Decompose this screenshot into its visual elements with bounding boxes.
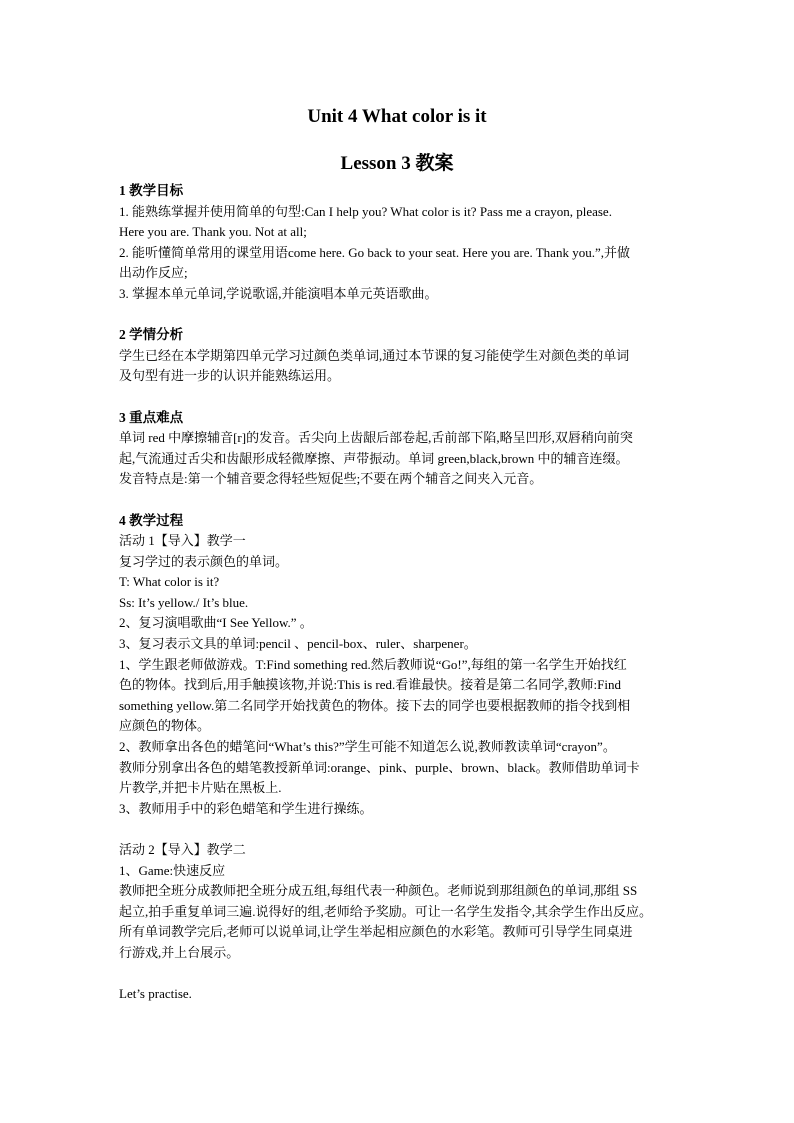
section-heading: 1 教学目标 — [119, 183, 184, 198]
section — [119, 511, 679, 1005]
paragraph-line: 1. 能熟练掌握并使用简单的句型:Can I help you? What color is it? Pass me a crayon, please. — [119, 203, 612, 219]
paragraph-line: Ss: It’s yellow./ It’s blue. — [119, 594, 249, 610]
paragraph-line — [119, 964, 679, 985]
section — [119, 325, 679, 387]
document-title: Unit 4 What color is it — [307, 106, 487, 127]
document-body — [119, 181, 679, 1005]
paragraph-line: 出动作反应; — [119, 265, 188, 281]
section-gap — [119, 490, 679, 511]
paragraph-line: 2、复习演唱歌曲“I See Yellow.” 。 — [119, 615, 313, 631]
paragraph-line: Let’s practise. — [119, 986, 192, 1002]
paragraph-line: 复习学过的表示颜色的单词。 — [119, 553, 289, 569]
paragraph-line: 3、复习表示文具的单词:pencil 、pencil-box、ruler、sharpener。 — [119, 636, 477, 652]
section-gap — [119, 305, 679, 326]
paragraph-line: 起,气流通过舌尖和齿龈形成轻微摩擦、声带振动。单词 green,black,brown 中的辅音连缀。 — [119, 450, 629, 466]
section-heading: 2 学情分析 — [119, 327, 184, 343]
paragraph-line: T: What color is it? — [119, 574, 220, 590]
section — [119, 408, 679, 490]
paragraph-line: 应颜色的物体。 — [119, 718, 211, 734]
paragraph-line: 3. 掌握本单元单词,学说歌谣,并能演唱本单元英语歌曲。 — [119, 285, 438, 301]
paragraph-line: 及句型有进一步的认识并能熟练运用。 — [119, 368, 341, 384]
paragraph-line: 1、Game:快速反应 — [119, 862, 226, 878]
paragraph-line: 片教学,并把卡片贴在黑板上. — [119, 780, 282, 796]
section-heading: 3 重点难点 — [119, 409, 184, 425]
paragraph-line: 1、学生跟老师做游戏。T:Find something red.然后教师说“Go!”,每组的第一名学生开始找红 — [119, 656, 627, 672]
paragraph-line: 3、教师用手中的彩色蜡笔和学生进行操练。 — [119, 800, 373, 816]
paragraph-line: 2、教师拿出各色的蜡笔问“What’s this?”学生可能不知道怎么说,教师教读单词“crayon”。 — [119, 739, 616, 755]
paragraph-line: 活动 2【导入】教学二 — [119, 842, 246, 857]
section-gap — [119, 387, 679, 408]
paragraph-line — [119, 819, 679, 840]
paragraph-line: 单词 red 中摩擦辅音[r]的发音。舌尖向上齿龈后部卷起,舌前部下陷,略呈凹形,双唇稍向前突 — [119, 430, 633, 446]
paragraph-line: 活动 1【导入】教学一 — [119, 533, 246, 549]
paragraph-line: something yellow.第二名同学开始找黄色的物体。接下去的同学也要根据教师的指令找到相 — [119, 697, 631, 713]
section — [119, 181, 679, 305]
paragraph-line: 教师分别拿出各色的蜡笔教授新单词:orange、pink、purple、brown、black。教师借助单词卡 — [119, 759, 640, 775]
paragraph-line: Here you are. Thank you. Not at all; — [119, 224, 307, 240]
paragraph-line: 教师把全班分成教师把全班分成五组,每组代表一种颜色。老师说到那组颜色的单词,那组 SS — [119, 883, 638, 899]
paragraph-line: 起立,拍手重复单词三遍.说得好的组,老师给予奖励。可让一名学生发指令,其余学生作出反应。 — [119, 903, 653, 919]
paragraph-line: 所有单词教学完后,老师可以说单词,让学生举起相应颜色的水彩笔。教师可引导学生同桌进 — [119, 924, 633, 940]
paragraph-line: 发音特点是:第一个辅音要念得轻些短促些;不要在两个辅音之间夹入元音。 — [119, 471, 543, 487]
document-subtitle: Lesson 3 教案 — [340, 153, 454, 174]
section-heading: 4 教学过程 — [119, 512, 184, 528]
paragraph-line: 行游戏,并上台展示。 — [119, 944, 240, 960]
paragraph-line: 2. 能听懂简单常用的课堂用语come here. Go back to your seat. Here you are. Thank you.”,并做 — [119, 244, 630, 260]
paragraph-line: 学生已经在本学期第四单元学习过颜色类单词,通过本节课的复习能使学生对颜色类的单词 — [119, 347, 630, 363]
paragraph-line: 色的物体。找到后,用手触摸该物,并说:This is red.看谁最快。接着是第二名同学,教师:Find — [119, 677, 621, 693]
